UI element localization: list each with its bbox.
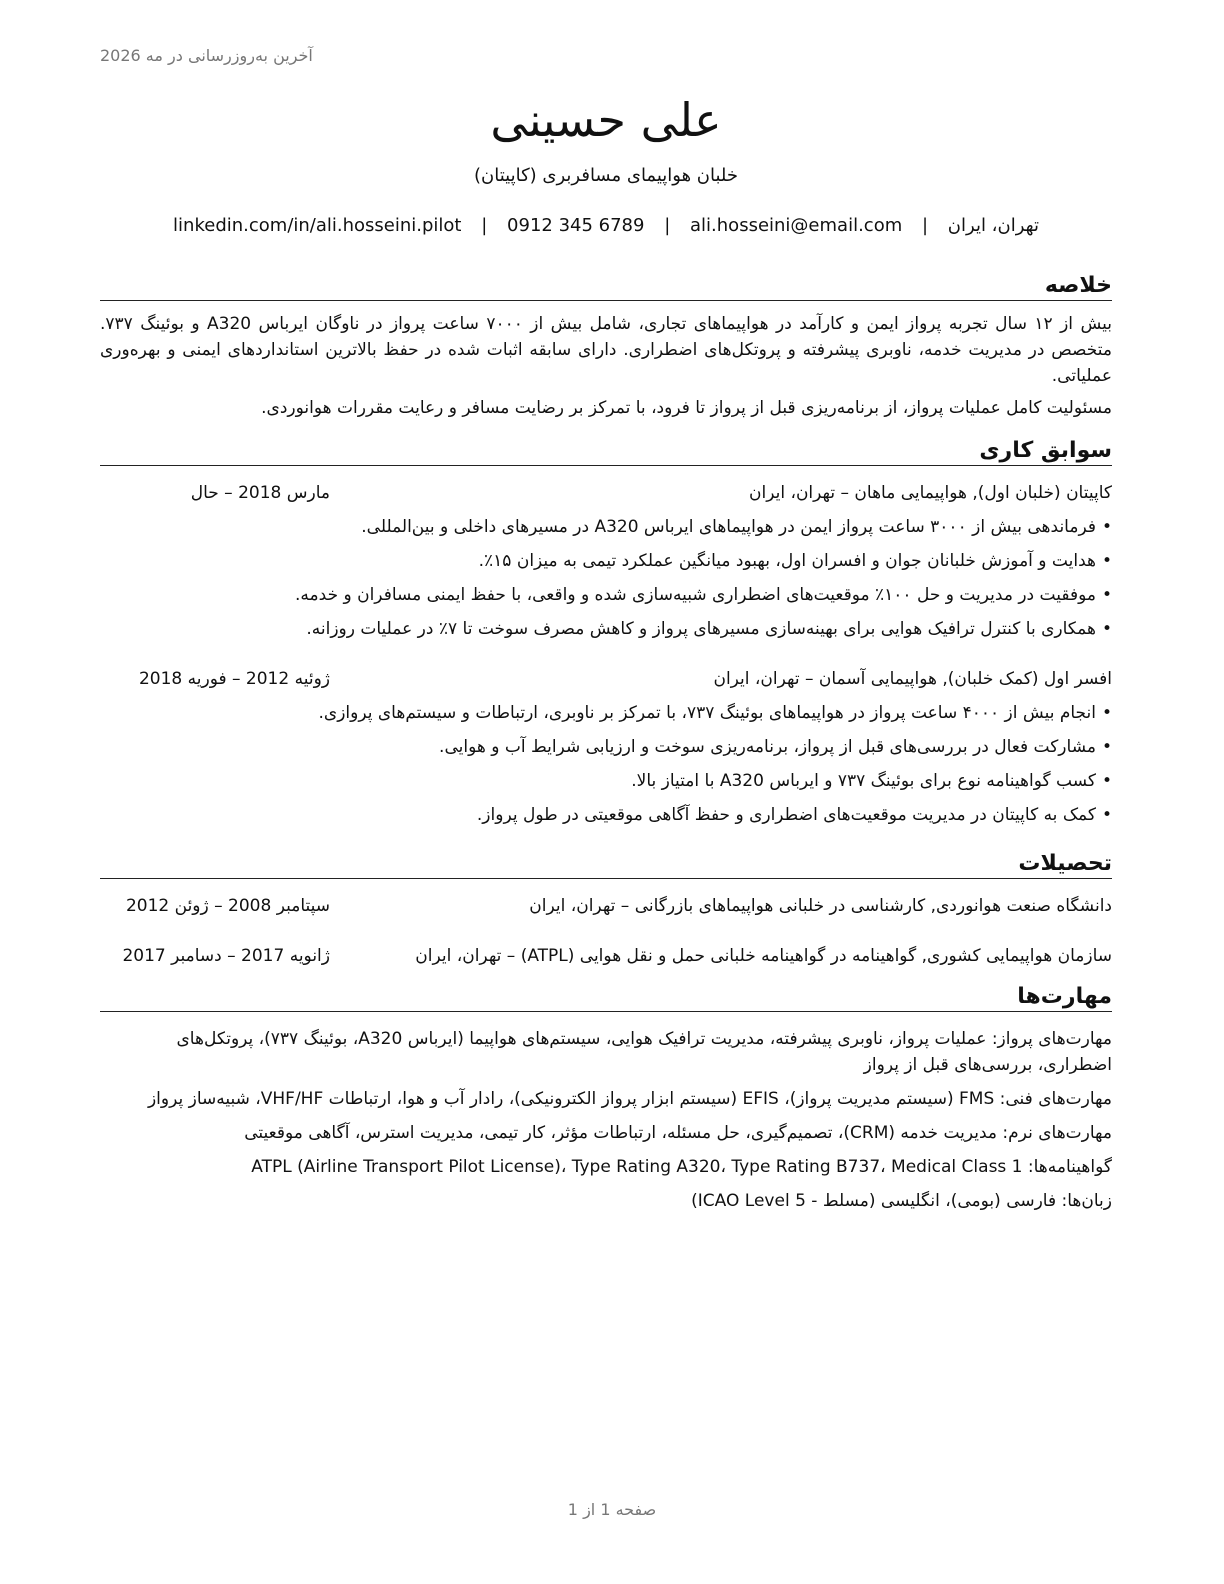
candidate-headline: خلبان هواپیمای مسافربری (کاپیتان) — [473, 165, 739, 186]
section-title-experience: سوابق کاری — [100, 437, 1112, 466]
job-date: ژوئیه 2012 – فوریه 2018 — [138, 669, 330, 689]
education-entry — [100, 943, 1112, 969]
page-number: صفحه 1 از 1 — [567, 1500, 657, 1519]
resume-content — [100, 0, 1112, 1214]
job-entry — [100, 666, 1112, 828]
section-title-skills: مهارت‌ها — [100, 983, 1112, 1012]
education-institution: دانشگاه صنعت هوانوردی, کارشناسی در خلبانی هواپیماهای بازرگانی – تهران، ایران — [529, 896, 1112, 916]
skill-line: مهارت‌های فنی: FMS (سیستم مدیریت پرواز)، EFIS (سیستم ابزار پرواز الکترونیکی)، رادار آب و هوا، ارتباطات VHF/HF، شبیه‌ساز پرواز — [147, 1089, 1112, 1109]
skills-section — [100, 983, 1112, 1214]
summary-paragraph: مسئولیت کامل عملیات پرواز، از برنامه‌ریزی قبل از پرواز تا فرود، با تمرکز بر رضایت مسافر و رعایت مقررات هوانوردی. — [261, 398, 1112, 418]
contact-email[interactable]: ali.hosseini@email.com — [690, 215, 903, 236]
job-role: افسر اول (کمک خلبان), هواپیمایی آسمان – تهران، ایران — [713, 669, 1112, 689]
education-entry — [100, 893, 1112, 919]
job-bullet: • مشارکت فعال در بررسی‌های قبل از پرواز، برنامه‌ریزی سوخت و ارزیابی شرایط آب و هوایی. — [100, 734, 1112, 760]
skill-line: گواهینامه‌ها: ATPL (Airline Transport Pilot License)، Type Rating A320، Type Rating B737، Medical Class 1 — [251, 1157, 1112, 1177]
contact-location: تهران، ایران — [947, 215, 1039, 236]
contact-phone[interactable]: 0912 345 6789 — [507, 215, 645, 236]
job-bullets — [100, 700, 1112, 828]
candidate-name: علی حسینی — [490, 93, 722, 147]
skill-line: زبان‌ها: فارسی (بومی)، انگلیسی (مسلط - ICAO Level 5) — [691, 1191, 1112, 1211]
experience-section — [100, 437, 1112, 828]
education-date: ژانویه 2017 – دسامبر 2017 — [122, 946, 330, 966]
job-role: کاپیتان (خلبان اول), هواپیمایی ماهان – تهران، ایران — [749, 483, 1112, 503]
job-header — [100, 666, 1112, 692]
education-date: سپتامبر 2008 – ژوئن 2012 — [125, 896, 330, 916]
skill-line: مهارت‌های پرواز: عملیات پرواز، ناوبری پیشرفته، مدیریت ترافیک هوایی، سیستم‌های هواپیما (ایرباس A320، بوئینگ ۷۳۷)، پروتکل‌های اضطراری، بررسی‌های قبل از پرواز — [176, 1029, 1112, 1075]
contact-linkedin[interactable]: linkedin.com/in/ali.hosseini.pilot — [173, 215, 462, 236]
section-title-summary: خلاصه — [100, 272, 1112, 301]
job-header — [100, 480, 1112, 506]
job-bullet: • همکاری با کنترل ترافیک هوایی برای بهینه‌سازی مسیرهای پرواز و کاهش مصرف سوخت تا ۷٪ در عملیات روزانه. — [100, 616, 1112, 642]
job-bullet: • انجام بیش از ۴۰۰۰ ساعت پرواز در هواپیماهای بوئینگ ۷۳۷، با تمرکز بر ناوبری، ارتباطات و سیستم‌های پروازی. — [100, 700, 1112, 726]
job-bullet: • کسب گواهینامه نوع برای بوئینگ ۷۳۷ و ایرباس A320 با امتیاز بالا. — [100, 768, 1112, 794]
job-bullets — [100, 514, 1112, 642]
job-bullet: • فرماندهی بیش از ۳۰۰۰ ساعت پرواز ایمن در هواپیماهای ایرباس A320 در مسیرهای داخلی و بین‌المللی. — [100, 514, 1112, 540]
job-bullet: • موفقیت در مدیریت و حل ۱۰۰٪ موقعیت‌های اضطراری شبیه‌سازی شده و واقعی، با حفظ ایمنی مسافران و خدمه. — [100, 582, 1112, 608]
contact-separator: | — [921, 215, 929, 236]
education-section — [100, 850, 1112, 969]
contact-line — [100, 214, 1112, 238]
contact-separator: | — [664, 215, 671, 236]
job-bullet: • کمک به کاپیتان در مدیریت موقعیت‌های اضطراری و حفظ آگاهی موقعیتی در طول پرواز. — [100, 802, 1112, 828]
summary-section — [100, 272, 1112, 421]
education-institution: سازمان هواپیمایی کشوری, گواهینامه در گواهینامه خلبانی حمل و نقل هوایی (ATPL) – تهران، ایران — [415, 946, 1112, 966]
skill-line: مهارت‌های نرم: مدیریت خدمه (CRM)، تصمیم‌گیری، حل مسئله، ارتباطات مؤثر، کار تیمی، مدیریت استرس، آگاهی موقعیتی — [244, 1123, 1112, 1143]
job-bullet: • هدایت و آموزش خلبانان جوان و افسران اول، بهبود میانگین عملکرد تیمی به میزان ۱۵٪. — [100, 548, 1112, 574]
job-entry — [100, 480, 1112, 642]
summary-paragraph: بیش از ۱۲ سال تجربه پرواز ایمن و کارآمد در هواپیماهای تجاری، شامل بیش از ۷۰۰۰ ساعت پرواز در ناوگان ایرباس A320 و بوئینگ ۷۳۷. متخصص در مدیریت خدمه، ناوبری پیشرفته و پروتکل‌های اضطراری. دارای سابقه اثبات شده در حفظ بالاترین استانداردهای ایمنی و بهره‌وری عملیاتی. — [100, 314, 1112, 386]
job-date: مارس 2018 – حال — [190, 483, 330, 503]
section-title-education: تحصیلات — [100, 850, 1112, 879]
last-updated-note: آخرین به‌روزرسانی در مه 2026 — [100, 46, 313, 65]
contact-separator: | — [481, 215, 488, 236]
